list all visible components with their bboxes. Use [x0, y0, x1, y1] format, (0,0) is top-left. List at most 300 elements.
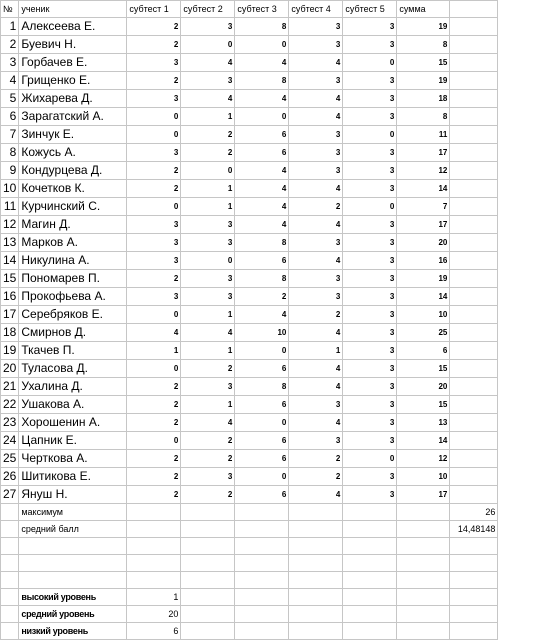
- empty-cell[interactable]: [181, 555, 235, 572]
- row-number[interactable]: 23: [1, 414, 19, 432]
- empty-cell[interactable]: [235, 606, 289, 623]
- subtest-1-score[interactable]: 2: [127, 486, 181, 504]
- total-score[interactable]: 17: [397, 216, 450, 234]
- empty-cell[interactable]: [450, 180, 498, 198]
- subtest-4-score[interactable]: 3: [289, 234, 343, 252]
- subtest-2-score[interactable]: 3: [181, 378, 235, 396]
- empty-cell[interactable]: [450, 432, 498, 450]
- level-high-label[interactable]: высокий уровень: [19, 589, 127, 606]
- student-name[interactable]: Пономарев П.: [19, 270, 127, 288]
- row-number[interactable]: 5: [1, 90, 19, 108]
- empty-cell[interactable]: [450, 270, 498, 288]
- empty-cell[interactable]: [450, 162, 498, 180]
- empty-cell[interactable]: [450, 360, 498, 378]
- avg-value[interactable]: 14,48148: [450, 521, 498, 538]
- total-score[interactable]: 19: [397, 72, 450, 90]
- student-name[interactable]: Смирнов Д.: [19, 324, 127, 342]
- subtest-5-score[interactable]: 3: [343, 216, 397, 234]
- subtest-2-score[interactable]: 3: [181, 288, 235, 306]
- subtest-4-score[interactable]: 3: [289, 270, 343, 288]
- empty-cell[interactable]: [450, 216, 498, 234]
- subtest-3-score[interactable]: 8: [235, 72, 289, 90]
- subtest-2-score[interactable]: 0: [181, 162, 235, 180]
- empty-cell[interactable]: [127, 504, 181, 521]
- empty-cell[interactable]: [450, 36, 498, 54]
- subtest-2-score[interactable]: 2: [181, 486, 235, 504]
- empty-cell[interactable]: [19, 572, 127, 589]
- empty-cell[interactable]: [235, 521, 289, 538]
- subtest-3-score[interactable]: 8: [235, 234, 289, 252]
- subtest-3-score[interactable]: 4: [235, 216, 289, 234]
- subtest-2-score[interactable]: 1: [181, 108, 235, 126]
- row-number[interactable]: 6: [1, 108, 19, 126]
- max-value[interactable]: 26: [450, 504, 498, 521]
- empty-cell[interactable]: [450, 324, 498, 342]
- total-score[interactable]: 15: [397, 396, 450, 414]
- subtest-1-score[interactable]: 2: [127, 180, 181, 198]
- empty-cell[interactable]: [450, 414, 498, 432]
- empty-cell[interactable]: [450, 54, 498, 72]
- subtest-1-score[interactable]: 2: [127, 72, 181, 90]
- header-subtest-4[interactable]: субтест 4: [289, 1, 343, 18]
- empty-cell[interactable]: [450, 198, 498, 216]
- subtest-2-score[interactable]: 4: [181, 90, 235, 108]
- subtest-1-score[interactable]: 0: [127, 306, 181, 324]
- empty-cell[interactable]: [235, 538, 289, 555]
- subtest-1-score[interactable]: 2: [127, 18, 181, 36]
- subtest-1-score[interactable]: 1: [127, 342, 181, 360]
- subtest-3-score[interactable]: 10: [235, 324, 289, 342]
- subtest-4-score[interactable]: 4: [289, 216, 343, 234]
- empty-cell[interactable]: [289, 589, 343, 606]
- empty-cell[interactable]: [289, 521, 343, 538]
- student-name[interactable]: Зарагатский А.: [19, 108, 127, 126]
- header-subtest-2[interactable]: субтест 2: [181, 1, 235, 18]
- total-score[interactable]: 14: [397, 180, 450, 198]
- student-name[interactable]: Грищенко Е.: [19, 72, 127, 90]
- subtest-1-score[interactable]: 2: [127, 396, 181, 414]
- student-name[interactable]: Ткачев П.: [19, 342, 127, 360]
- subtest-2-score[interactable]: 4: [181, 54, 235, 72]
- subtest-4-score[interactable]: 3: [289, 144, 343, 162]
- empty-cell[interactable]: [450, 288, 498, 306]
- subtest-5-score[interactable]: 3: [343, 288, 397, 306]
- subtest-4-score[interactable]: 2: [289, 198, 343, 216]
- subtest-2-score[interactable]: 4: [181, 324, 235, 342]
- subtest-1-score[interactable]: 2: [127, 378, 181, 396]
- subtest-4-score[interactable]: 1: [289, 342, 343, 360]
- empty-cell[interactable]: [289, 504, 343, 521]
- subtest-3-score[interactable]: 8: [235, 270, 289, 288]
- total-score[interactable]: 20: [397, 234, 450, 252]
- empty-cell[interactable]: [127, 555, 181, 572]
- total-score[interactable]: 12: [397, 162, 450, 180]
- empty-cell[interactable]: [397, 538, 450, 555]
- subtest-2-score[interactable]: 1: [181, 306, 235, 324]
- subtest-1-score[interactable]: 3: [127, 144, 181, 162]
- empty-cell[interactable]: [450, 589, 498, 606]
- empty-cell[interactable]: [450, 606, 498, 623]
- empty-cell[interactable]: [343, 538, 397, 555]
- row-number[interactable]: 20: [1, 360, 19, 378]
- subtest-1-score[interactable]: 2: [127, 450, 181, 468]
- empty-cell[interactable]: [450, 18, 498, 36]
- empty-cell[interactable]: [343, 521, 397, 538]
- empty-cell[interactable]: [397, 589, 450, 606]
- subtest-2-score[interactable]: 0: [181, 252, 235, 270]
- subtest-3-score[interactable]: 6: [235, 126, 289, 144]
- subtest-5-score[interactable]: 0: [343, 198, 397, 216]
- subtest-4-score[interactable]: 3: [289, 72, 343, 90]
- subtest-2-score[interactable]: 0: [181, 36, 235, 54]
- subtest-2-score[interactable]: 3: [181, 234, 235, 252]
- student-name[interactable]: Януш Н.: [19, 486, 127, 504]
- subtest-3-score[interactable]: 0: [235, 414, 289, 432]
- empty-cell[interactable]: [19, 555, 127, 572]
- total-score[interactable]: 19: [397, 18, 450, 36]
- total-score[interactable]: 14: [397, 432, 450, 450]
- student-name[interactable]: Алексеева Е.: [19, 18, 127, 36]
- subtest-2-score[interactable]: 3: [181, 468, 235, 486]
- row-number[interactable]: 8: [1, 144, 19, 162]
- empty-cell[interactable]: [235, 504, 289, 521]
- subtest-3-score[interactable]: 6: [235, 144, 289, 162]
- empty-cell[interactable]: [450, 90, 498, 108]
- row-number[interactable]: 7: [1, 126, 19, 144]
- level-high-value[interactable]: 1: [127, 589, 181, 606]
- empty-cell[interactable]: [127, 572, 181, 589]
- empty-cell[interactable]: [450, 486, 498, 504]
- subtest-1-score[interactable]: 0: [127, 108, 181, 126]
- empty-cell[interactable]: [450, 555, 498, 572]
- subtest-3-score[interactable]: 0: [235, 468, 289, 486]
- student-name[interactable]: Ухалина Д.: [19, 378, 127, 396]
- subtest-2-score[interactable]: 2: [181, 450, 235, 468]
- subtest-3-score[interactable]: 6: [235, 360, 289, 378]
- empty-cell[interactable]: [450, 72, 498, 90]
- subtest-3-score[interactable]: 6: [235, 432, 289, 450]
- subtest-5-score[interactable]: 3: [343, 144, 397, 162]
- empty-cell[interactable]: [289, 606, 343, 623]
- subtest-4-score[interactable]: 4: [289, 414, 343, 432]
- level-low-label[interactable]: низкий уровень: [19, 623, 127, 640]
- subtest-3-score[interactable]: 8: [235, 18, 289, 36]
- row-number[interactable]: 9: [1, 162, 19, 180]
- subtest-1-score[interactable]: 0: [127, 198, 181, 216]
- subtest-5-score[interactable]: 3: [343, 72, 397, 90]
- empty-cell[interactable]: [181, 572, 235, 589]
- empty-cell[interactable]: [181, 521, 235, 538]
- student-name[interactable]: Зинчук Е.: [19, 126, 127, 144]
- student-name[interactable]: Ушакова А.: [19, 396, 127, 414]
- empty-cell[interactable]: [19, 538, 127, 555]
- subtest-1-score[interactable]: 3: [127, 54, 181, 72]
- empty-cell[interactable]: [181, 538, 235, 555]
- student-name[interactable]: Горбачев Е.: [19, 54, 127, 72]
- empty-cell[interactable]: [397, 623, 450, 640]
- empty-cell[interactable]: [343, 555, 397, 572]
- subtest-3-score[interactable]: 4: [235, 306, 289, 324]
- subtest-2-score[interactable]: 4: [181, 414, 235, 432]
- subtest-4-score[interactable]: 3: [289, 162, 343, 180]
- student-name[interactable]: Марков А.: [19, 234, 127, 252]
- row-number[interactable]: 25: [1, 450, 19, 468]
- subtest-5-score[interactable]: 3: [343, 468, 397, 486]
- header-student[interactable]: ученик: [19, 1, 127, 18]
- empty-cell[interactable]: [450, 342, 498, 360]
- subtest-1-score[interactable]: 3: [127, 288, 181, 306]
- total-score[interactable]: 11: [397, 126, 450, 144]
- total-score[interactable]: 14: [397, 288, 450, 306]
- level-mid-value[interactable]: 20: [127, 606, 181, 623]
- row-number[interactable]: 2: [1, 36, 19, 54]
- subtest-3-score[interactable]: 4: [235, 54, 289, 72]
- subtest-2-score[interactable]: 2: [181, 144, 235, 162]
- total-score[interactable]: 8: [397, 36, 450, 54]
- subtest-1-score[interactable]: 0: [127, 432, 181, 450]
- subtest-4-score[interactable]: 4: [289, 324, 343, 342]
- subtest-3-score[interactable]: 6: [235, 252, 289, 270]
- student-name[interactable]: Туласова Д.: [19, 360, 127, 378]
- empty-cell[interactable]: [289, 623, 343, 640]
- subtest-4-score[interactable]: 4: [289, 486, 343, 504]
- subtest-5-score[interactable]: 3: [343, 18, 397, 36]
- empty-cell[interactable]: [397, 521, 450, 538]
- total-score[interactable]: 10: [397, 468, 450, 486]
- student-name[interactable]: Цапник Е.: [19, 432, 127, 450]
- subtest-2-score[interactable]: 3: [181, 216, 235, 234]
- total-score[interactable]: 16: [397, 252, 450, 270]
- level-mid-label[interactable]: средний уровень: [19, 606, 127, 623]
- empty-cell[interactable]: [1, 589, 19, 606]
- empty-cell[interactable]: [1, 606, 19, 623]
- subtest-2-score[interactable]: 1: [181, 396, 235, 414]
- row-number[interactable]: 22: [1, 396, 19, 414]
- empty-cell[interactable]: [450, 450, 498, 468]
- empty-cell[interactable]: [1, 623, 19, 640]
- empty-cell[interactable]: [450, 306, 498, 324]
- subtest-5-score[interactable]: 3: [343, 180, 397, 198]
- subtest-1-score[interactable]: 3: [127, 90, 181, 108]
- row-number[interactable]: 14: [1, 252, 19, 270]
- subtest-1-score[interactable]: 3: [127, 216, 181, 234]
- student-name[interactable]: Кочетков К.: [19, 180, 127, 198]
- student-name[interactable]: Жихарева Д.: [19, 90, 127, 108]
- row-number[interactable]: 18: [1, 324, 19, 342]
- row-number[interactable]: 3: [1, 54, 19, 72]
- total-score[interactable]: 18: [397, 90, 450, 108]
- empty-cell[interactable]: [181, 589, 235, 606]
- subtest-4-score[interactable]: 3: [289, 432, 343, 450]
- subtest-1-score[interactable]: 4: [127, 324, 181, 342]
- subtest-3-score[interactable]: 0: [235, 36, 289, 54]
- subtest-5-score[interactable]: 3: [343, 396, 397, 414]
- empty-cell[interactable]: [127, 538, 181, 555]
- subtest-4-score[interactable]: 4: [289, 54, 343, 72]
- subtest-3-score[interactable]: 4: [235, 180, 289, 198]
- student-name[interactable]: Буевич Н.: [19, 36, 127, 54]
- subtest-5-score[interactable]: 3: [343, 234, 397, 252]
- subtest-5-score[interactable]: 3: [343, 378, 397, 396]
- subtest-3-score[interactable]: 0: [235, 108, 289, 126]
- header-subtest-5[interactable]: субтест 5: [343, 1, 397, 18]
- empty-cell[interactable]: [343, 623, 397, 640]
- empty-cell[interactable]: [397, 572, 450, 589]
- subtest-2-score[interactable]: 3: [181, 18, 235, 36]
- empty-cell[interactable]: [450, 538, 498, 555]
- student-name[interactable]: Курчинский С.: [19, 198, 127, 216]
- subtest-2-score[interactable]: 2: [181, 432, 235, 450]
- empty-cell[interactable]: [235, 589, 289, 606]
- empty-cell[interactable]: [397, 555, 450, 572]
- empty-cell[interactable]: [235, 572, 289, 589]
- subtest-5-score[interactable]: 3: [343, 342, 397, 360]
- empty-cell[interactable]: [289, 538, 343, 555]
- subtest-5-score[interactable]: 0: [343, 450, 397, 468]
- subtest-5-score[interactable]: 3: [343, 162, 397, 180]
- header-num[interactable]: №: [1, 1, 19, 18]
- subtest-5-score[interactable]: 3: [343, 90, 397, 108]
- total-score[interactable]: 7: [397, 198, 450, 216]
- subtest-4-score[interactable]: 3: [289, 396, 343, 414]
- subtest-2-score[interactable]: 3: [181, 270, 235, 288]
- subtest-3-score[interactable]: 6: [235, 486, 289, 504]
- subtest-3-score[interactable]: 0: [235, 342, 289, 360]
- subtest-1-score[interactable]: 2: [127, 414, 181, 432]
- empty-cell[interactable]: [1, 521, 19, 538]
- student-name[interactable]: Магин Д.: [19, 216, 127, 234]
- subtest-1-score[interactable]: 0: [127, 126, 181, 144]
- subtest-1-score[interactable]: 2: [127, 36, 181, 54]
- row-number[interactable]: 15: [1, 270, 19, 288]
- empty-cell[interactable]: [1, 538, 19, 555]
- subtest-3-score[interactable]: 8: [235, 378, 289, 396]
- empty-cell[interactable]: [450, 144, 498, 162]
- empty-cell[interactable]: [450, 126, 498, 144]
- row-number[interactable]: 12: [1, 216, 19, 234]
- empty-cell[interactable]: [450, 108, 498, 126]
- subtest-5-score[interactable]: 3: [343, 414, 397, 432]
- empty-cell[interactable]: [343, 589, 397, 606]
- empty-cell[interactable]: [181, 504, 235, 521]
- subtest-3-score[interactable]: 4: [235, 90, 289, 108]
- empty-cell[interactable]: [450, 572, 498, 589]
- subtest-2-score[interactable]: 1: [181, 198, 235, 216]
- subtest-3-score[interactable]: 4: [235, 162, 289, 180]
- student-name[interactable]: Никулина А.: [19, 252, 127, 270]
- row-number[interactable]: 21: [1, 378, 19, 396]
- row-number[interactable]: 27: [1, 486, 19, 504]
- empty-cell[interactable]: [397, 504, 450, 521]
- subtest-4-score[interactable]: 4: [289, 90, 343, 108]
- level-low-value[interactable]: 6: [127, 623, 181, 640]
- empty-cell[interactable]: [235, 623, 289, 640]
- row-number[interactable]: 26: [1, 468, 19, 486]
- empty-cell[interactable]: [127, 521, 181, 538]
- student-name[interactable]: Шитикова Е.: [19, 468, 127, 486]
- subtest-5-score[interactable]: 3: [343, 360, 397, 378]
- student-name[interactable]: Кожусь А.: [19, 144, 127, 162]
- subtest-2-score[interactable]: 2: [181, 126, 235, 144]
- subtest-3-score[interactable]: 6: [235, 396, 289, 414]
- empty-cell[interactable]: [1, 572, 19, 589]
- empty-cell[interactable]: [181, 606, 235, 623]
- subtest-4-score[interactable]: 3: [289, 18, 343, 36]
- student-name[interactable]: Прокофьева А.: [19, 288, 127, 306]
- row-number[interactable]: 19: [1, 342, 19, 360]
- empty-cell[interactable]: [289, 555, 343, 572]
- empty-cell[interactable]: [450, 252, 498, 270]
- total-score[interactable]: 12: [397, 450, 450, 468]
- subtest-1-score[interactable]: 0: [127, 360, 181, 378]
- empty-cell[interactable]: [450, 378, 498, 396]
- total-score[interactable]: 15: [397, 360, 450, 378]
- row-number[interactable]: 4: [1, 72, 19, 90]
- header-total[interactable]: сумма: [397, 1, 450, 18]
- row-number[interactable]: 17: [1, 306, 19, 324]
- subtest-4-score[interactable]: 3: [289, 126, 343, 144]
- header-subtest-3[interactable]: субтест 3: [235, 1, 289, 18]
- empty-cell[interactable]: [450, 1, 498, 18]
- subtest-5-score[interactable]: 0: [343, 126, 397, 144]
- empty-cell[interactable]: [450, 468, 498, 486]
- subtest-5-score[interactable]: 0: [343, 54, 397, 72]
- subtest-3-score[interactable]: 6: [235, 450, 289, 468]
- subtest-4-score[interactable]: 4: [289, 360, 343, 378]
- row-number[interactable]: 10: [1, 180, 19, 198]
- row-number[interactable]: 1: [1, 18, 19, 36]
- total-score[interactable]: 17: [397, 144, 450, 162]
- empty-cell[interactable]: [450, 234, 498, 252]
- subtest-3-score[interactable]: 4: [235, 198, 289, 216]
- subtest-1-score[interactable]: 3: [127, 234, 181, 252]
- subtest-5-score[interactable]: 3: [343, 324, 397, 342]
- empty-cell[interactable]: [343, 504, 397, 521]
- empty-cell[interactable]: [397, 606, 450, 623]
- total-score[interactable]: 13: [397, 414, 450, 432]
- total-score[interactable]: 19: [397, 270, 450, 288]
- empty-cell[interactable]: [181, 623, 235, 640]
- subtest-2-score[interactable]: 1: [181, 342, 235, 360]
- empty-cell[interactable]: [1, 504, 19, 521]
- student-name[interactable]: Серебряков Е.: [19, 306, 127, 324]
- total-score[interactable]: 6: [397, 342, 450, 360]
- total-score[interactable]: 8: [397, 108, 450, 126]
- student-name[interactable]: Хорошенин А.: [19, 414, 127, 432]
- subtest-4-score[interactable]: 3: [289, 288, 343, 306]
- row-number[interactable]: 13: [1, 234, 19, 252]
- empty-cell[interactable]: [450, 623, 498, 640]
- subtest-5-score[interactable]: 3: [343, 432, 397, 450]
- total-score[interactable]: 25: [397, 324, 450, 342]
- total-score[interactable]: 17: [397, 486, 450, 504]
- subtest-4-score[interactable]: 2: [289, 450, 343, 468]
- subtest-2-score[interactable]: 3: [181, 72, 235, 90]
- header-subtest-1[interactable]: субтест 1: [127, 1, 181, 18]
- row-number[interactable]: 24: [1, 432, 19, 450]
- subtest-1-score[interactable]: 2: [127, 162, 181, 180]
- total-score[interactable]: 15: [397, 54, 450, 72]
- subtest-4-score[interactable]: 4: [289, 180, 343, 198]
- empty-cell[interactable]: [235, 555, 289, 572]
- subtest-4-score[interactable]: 2: [289, 306, 343, 324]
- subtest-1-score[interactable]: 2: [127, 468, 181, 486]
- subtest-1-score[interactable]: 2: [127, 270, 181, 288]
- subtest-5-score[interactable]: 3: [343, 270, 397, 288]
- empty-cell[interactable]: [289, 572, 343, 589]
- subtest-2-score[interactable]: 1: [181, 180, 235, 198]
- subtest-4-score[interactable]: 3: [289, 36, 343, 54]
